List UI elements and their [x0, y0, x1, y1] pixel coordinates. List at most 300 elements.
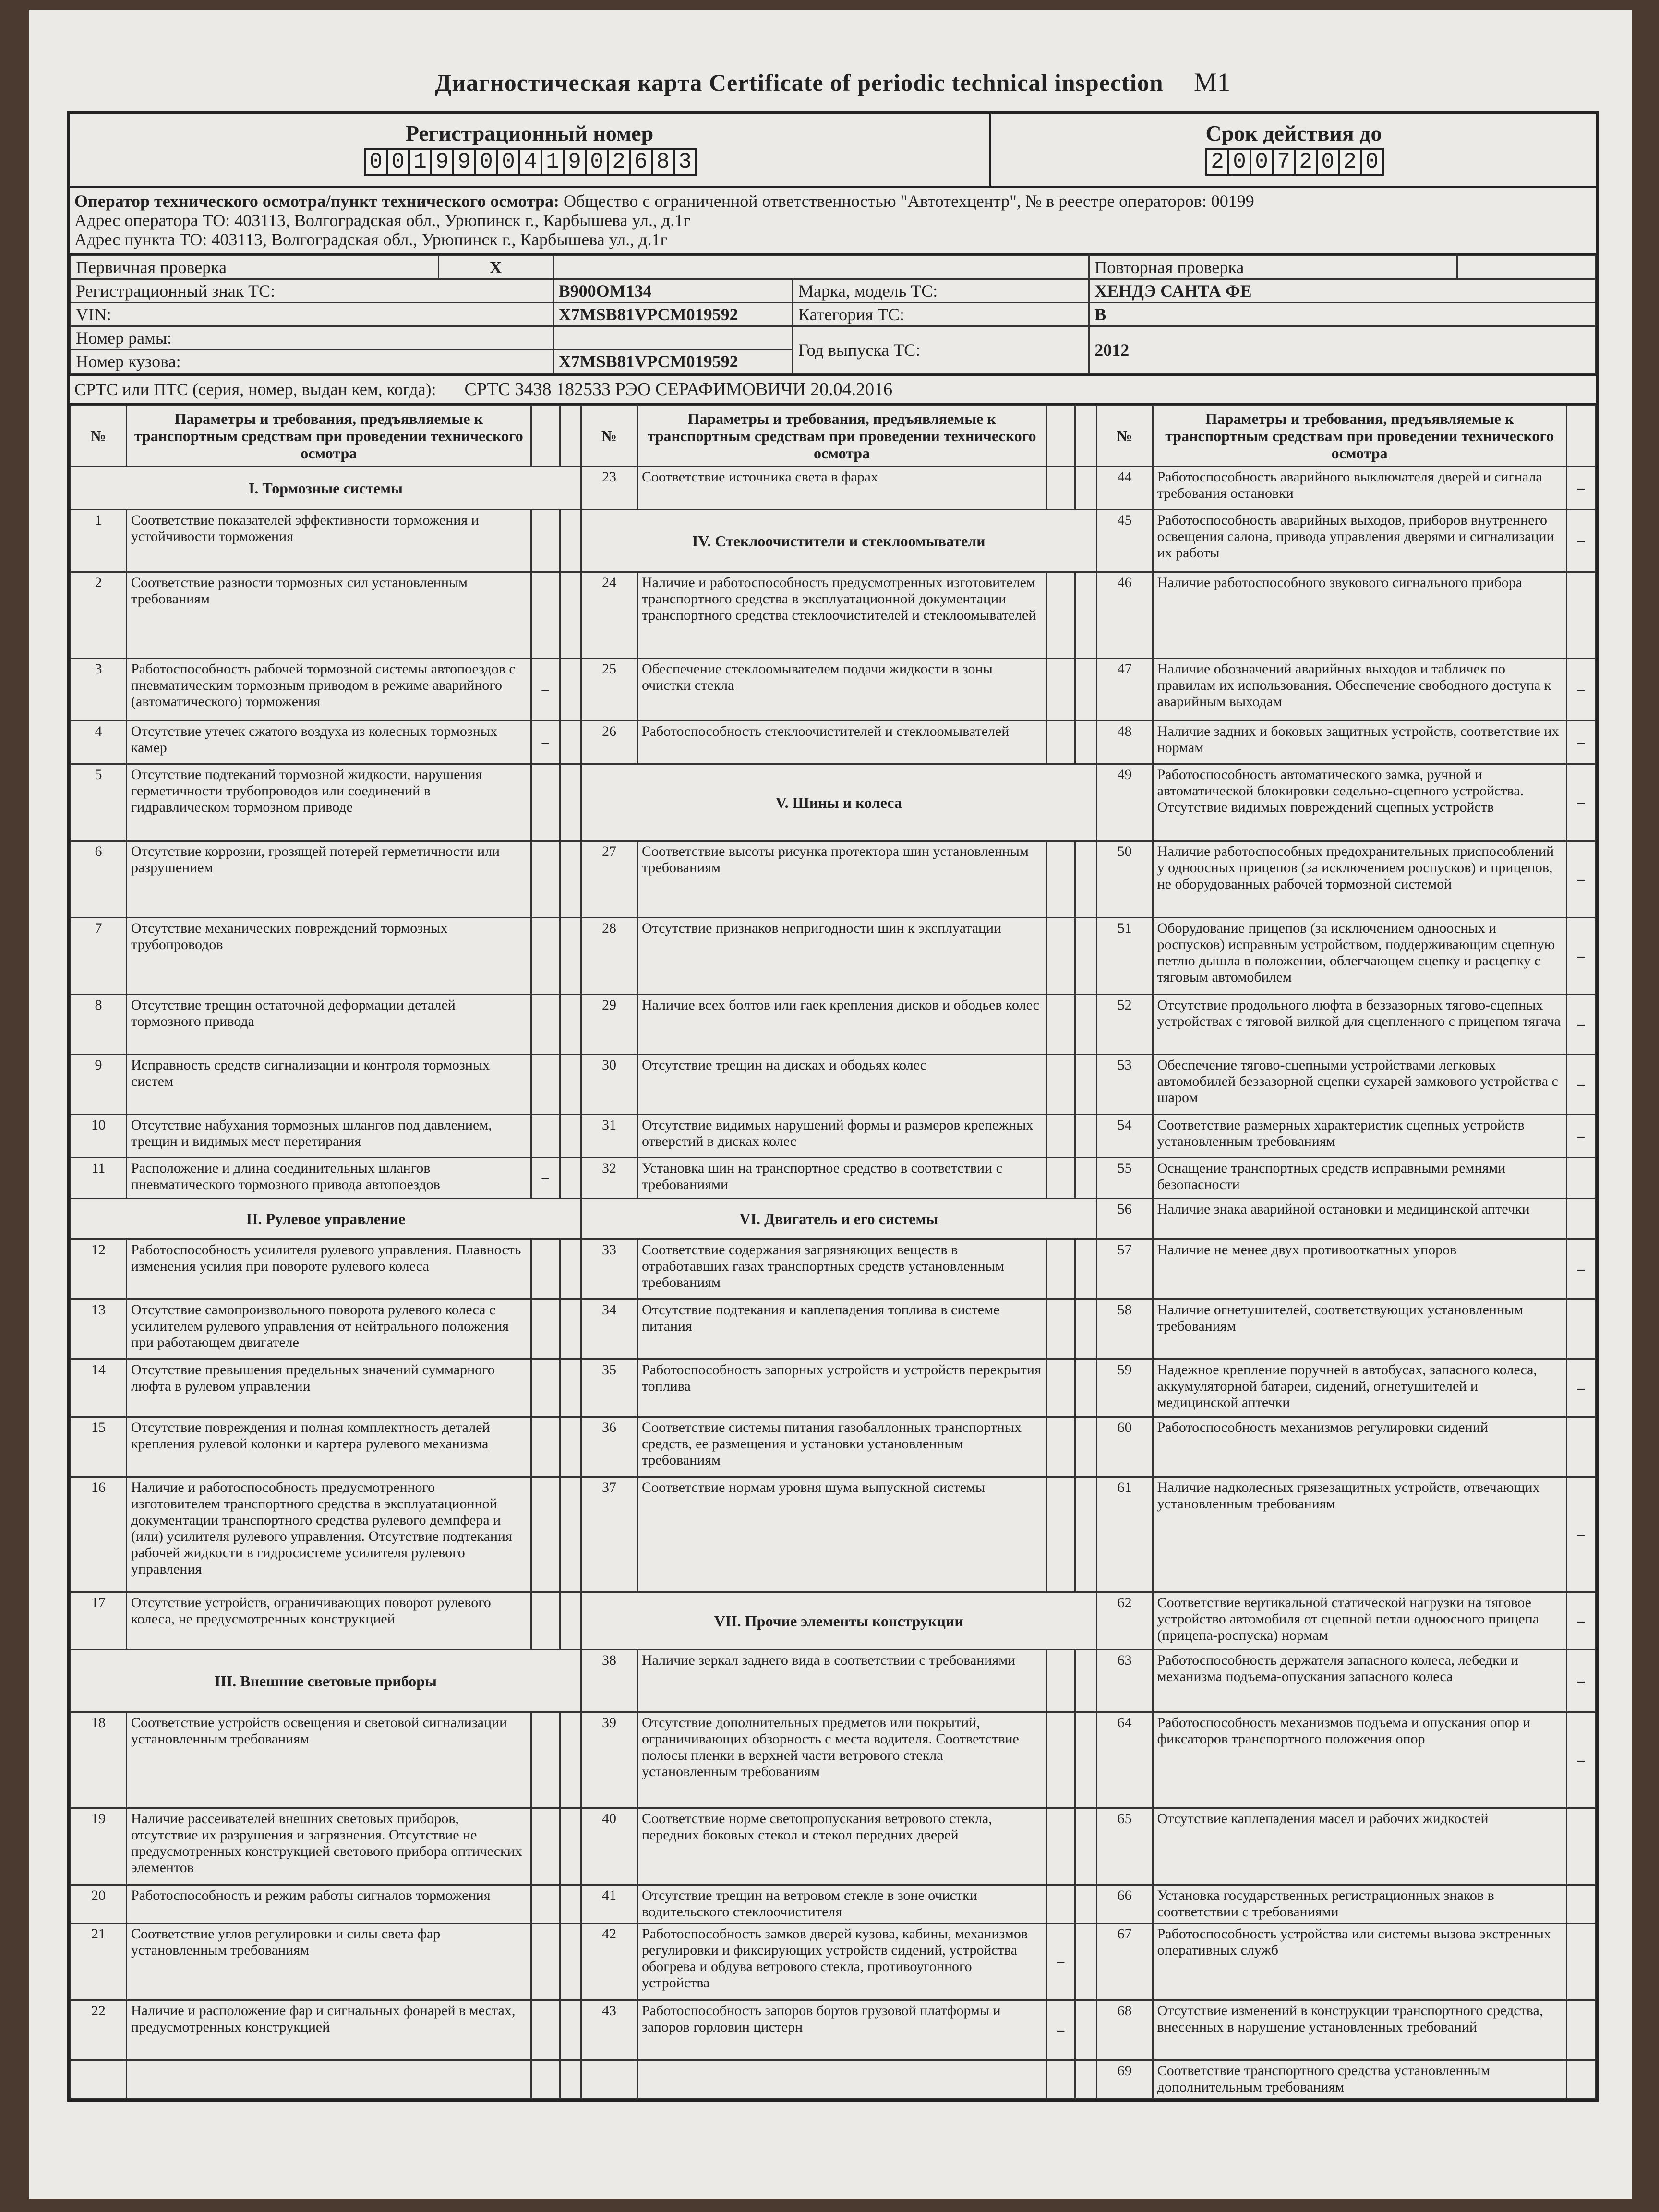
item-mark2	[560, 721, 581, 764]
item-text: Соответствие показателей эффективности торможения и устойчивости торможения	[126, 510, 531, 572]
point-address: 403113, Волгоградская обл., Урюпинск г., Карбышева ул., д.1г	[211, 230, 668, 249]
validity-digit: 0	[1227, 148, 1251, 176]
item-mark	[1566, 572, 1595, 659]
item-text: Наличие надколесных грязезащитных устройств, отвечающих установленным требованиям	[1153, 1477, 1566, 1592]
table-row	[71, 1158, 1596, 1199]
item-mark: –	[1566, 1477, 1595, 1592]
item-text: Отсутствие признаков непригодности шин к эксплуатации	[637, 918, 1046, 995]
table-row	[71, 1417, 1596, 1477]
reg-digit: 0	[364, 148, 388, 176]
item-text: Работоспособность запоров бортов грузовой платформы и запоров горловин цистерн	[637, 2000, 1046, 2060]
item-text: Наличие огнетушителей, соответствующих установленным требованиям	[1153, 1299, 1566, 1359]
item-mark: –	[1566, 764, 1595, 841]
item-text: Работоспособность аварийного выключателя дверей и сигнала требования остановки	[1153, 467, 1566, 510]
item-mark	[531, 1115, 560, 1158]
item-number: 67	[1096, 1923, 1153, 2000]
table-row	[71, 1712, 1596, 1808]
item-number: 64	[1096, 1712, 1153, 1808]
item-number: 65	[1096, 1808, 1153, 1885]
reg-digit: 1	[541, 148, 565, 176]
item-mark: –	[1566, 659, 1595, 721]
table-row	[71, 995, 1596, 1055]
item-number: 54	[1096, 1115, 1153, 1158]
section-heading: VI. Двигатель и его системы	[581, 1199, 1096, 1239]
item-number: 19	[71, 1808, 127, 1885]
item-number: 61	[1096, 1477, 1153, 1592]
reg-digit: 3	[673, 148, 697, 176]
item-mark	[531, 1923, 560, 2000]
item-number: 16	[71, 1477, 127, 1592]
item-text: Соответствие источника света в фарах	[637, 467, 1046, 510]
item-text: Отсутствие набухания тормозных шлангов под давлением, трещин и видимых мест перетирания	[126, 1115, 531, 1158]
table-header-row	[71, 406, 1596, 467]
table-row	[71, 1115, 1596, 1158]
item-text: Работоспособность аварийных выходов, приборов внутреннего освещения салона, привода управления дверями и сигнализации их работы	[1153, 510, 1566, 572]
primary-check-mark: X	[438, 256, 553, 279]
item-number: 57	[1096, 1239, 1153, 1299]
item-text: Отсутствие подтеканий тормозной жидкости, нарушения герметичности трубопроводов или соединений в гидравлическом тормозном приводе	[126, 764, 531, 841]
item-number: 14	[71, 1359, 127, 1417]
item-number: 36	[581, 1417, 637, 1477]
reg-digit: 4	[518, 148, 542, 176]
item-mark2	[560, 659, 581, 721]
item-mark	[1046, 1299, 1075, 1359]
item-number: 41	[581, 1885, 637, 1923]
item-number: 9	[71, 1055, 127, 1115]
validity-digit: 2	[1338, 148, 1362, 176]
item-mark: –	[1566, 1115, 1595, 1158]
item-mark2	[560, 1477, 581, 1592]
item-mark	[531, 1055, 560, 1115]
item-mark: –	[1566, 1712, 1595, 1808]
item-mark2	[560, 1158, 581, 1199]
col-mark2-header	[560, 406, 581, 467]
item-number: 35	[581, 1359, 637, 1417]
table-row	[71, 1055, 1596, 1115]
item-number: 63	[1096, 1650, 1153, 1712]
item-number: 58	[1096, 1299, 1153, 1359]
item-mark	[1046, 995, 1075, 1055]
empty-cell	[637, 2060, 1046, 2099]
reg-digit: 9	[452, 148, 476, 176]
item-mark	[531, 764, 560, 841]
item-text: Наличие всех болтов или гаек крепления дисков и ободьев колес	[637, 995, 1046, 1055]
empty-cell	[1046, 2060, 1075, 2099]
item-text: Установка государственных регистрационных знаков в соответствии с требованиями	[1153, 1885, 1566, 1923]
item-mark	[1046, 1808, 1075, 1885]
item-mark: –	[1566, 918, 1595, 995]
col-num-header: №	[71, 406, 127, 467]
item-mark2	[560, 1239, 581, 1299]
registration-row	[70, 114, 1596, 188]
inspection-sheet	[29, 10, 1632, 2199]
validity-digits	[1205, 148, 1382, 176]
item-mark: –	[1046, 1923, 1075, 2000]
item-number: 3	[71, 659, 127, 721]
table-row	[71, 1359, 1596, 1417]
col-param-header: Параметры и требования, предъявляемые к транспортным средствам при проведении технического осмотра	[1153, 406, 1566, 467]
item-mark	[1046, 1158, 1075, 1199]
item-mark2	[1075, 1712, 1096, 1808]
item-text: Исправность средств сигнализации и контроля тормозных систем	[126, 1055, 531, 1115]
table-row	[71, 1299, 1596, 1359]
section-heading: IV. Стеклоочистители и стеклоомыватели	[581, 510, 1096, 572]
item-mark: –	[1566, 1359, 1595, 1417]
category-label: Категория ТС:	[793, 303, 1089, 326]
item-mark: –	[1566, 1650, 1595, 1712]
item-text: Расположение и длина соединительных шлангов пневматического тормозного привода автопоездов	[126, 1158, 531, 1199]
empty-cell	[560, 2060, 581, 2099]
item-mark	[531, 1239, 560, 1299]
item-mark	[531, 2000, 560, 2060]
item-mark2	[560, 1712, 581, 1808]
table-row	[71, 1239, 1596, 1299]
item-mark	[1046, 841, 1075, 918]
operator-block	[70, 188, 1596, 255]
certificate-frame	[67, 111, 1599, 2102]
validity-label: Срок действия до	[1205, 121, 1382, 145]
item-text: Соответствие разности тормозных сил установленным требованиям	[126, 572, 531, 659]
operator-address-label: Адрес оператора ТО:	[74, 211, 230, 230]
item-number: 5	[71, 764, 127, 841]
operator-line	[74, 192, 1591, 211]
item-mark: –	[1566, 841, 1595, 918]
item-number: 51	[1096, 918, 1153, 995]
item-text: Наличие знака аварийной остановки и медицинской аптечки	[1153, 1199, 1566, 1239]
section-heading: VII. Прочие элементы конструкции	[581, 1592, 1096, 1650]
table-row	[71, 1477, 1596, 1592]
item-number: 68	[1096, 2000, 1153, 2060]
validity-digit: 0	[1316, 148, 1340, 176]
category-value: B	[1089, 303, 1596, 326]
item-mark2	[1075, 1055, 1096, 1115]
reg-digit: 2	[607, 148, 631, 176]
col-mark-header	[531, 406, 560, 467]
item-number: 7	[71, 918, 127, 995]
item-number: 15	[71, 1417, 127, 1477]
item-number: 6	[71, 841, 127, 918]
item-mark2	[560, 1885, 581, 1923]
item-number: 37	[581, 1477, 637, 1592]
item-mark2	[560, 1055, 581, 1115]
item-text: Наличие и расположение фар и сигнальных фонарей в местах, предусмотренных конструкцией	[126, 2000, 531, 2060]
item-number: 43	[581, 2000, 637, 2060]
item-mark	[1566, 1885, 1595, 1923]
item-number: 52	[1096, 995, 1153, 1055]
item-text: Соответствие системы питания газобаллонных транспортных средств, ее размещения и установки установленным требованиям	[637, 1417, 1046, 1477]
table-row	[71, 510, 1596, 572]
item-number: 27	[581, 841, 637, 918]
item-text: Наличие не менее двух противооткатных упоров	[1153, 1239, 1566, 1299]
repeat-check-mark	[1457, 256, 1595, 279]
item-number: 23	[581, 467, 637, 510]
item-number: 25	[581, 659, 637, 721]
operator-address-line	[74, 211, 1591, 230]
table-row	[71, 2000, 1596, 2060]
ptc-label: СРТС или ПТС (серия, номер, выдан кем, когда):	[74, 380, 436, 399]
item-mark	[1046, 1417, 1075, 1477]
plate-label: Регистрационный знак ТС:	[71, 279, 553, 303]
section-heading: V. Шины и колеса	[581, 764, 1096, 841]
reg-digit: 6	[629, 148, 653, 176]
item-mark2	[1075, 659, 1096, 721]
item-mark	[1566, 1158, 1595, 1199]
item-mark: –	[1566, 467, 1595, 510]
point-address-label: Адрес пункта ТО:	[74, 230, 207, 249]
item-mark2	[560, 2000, 581, 2060]
item-mark2	[1075, 1115, 1096, 1158]
item-text: Установка шин на транспортное средство в соответствии с требованиями	[637, 1158, 1046, 1199]
item-text: Отсутствие продольного люфта в беззазорных тягово-сцепных устройствах с тяговой вилкой для сцепленного с прицепом тягача	[1153, 995, 1566, 1055]
empty-cell	[126, 2060, 531, 2099]
item-mark	[531, 1359, 560, 1417]
item-number: 46	[1096, 572, 1153, 659]
item-text: Оборудование прицепов (за исключением одноосных и роспусков) исправным устройством, поддерживающим сцепную петлю дышла в положении, облегчающем сцепку и расцепку с тяговым автомобилем	[1153, 918, 1566, 995]
item-mark2	[1075, 1417, 1096, 1477]
item-text: Работоспособность механизмов регулировки сидений	[1153, 1417, 1566, 1477]
item-text: Отсутствие коррозии, грозящей потерей герметичности или разрушением	[126, 841, 531, 918]
item-mark2	[560, 510, 581, 572]
item-text: Соответствие углов регулировки и силы света фар установленным требованиям	[126, 1923, 531, 2000]
item-text: Отсутствие подтекания и каплепадения топлива в системе питания	[637, 1299, 1046, 1359]
item-number: 12	[71, 1239, 127, 1299]
table-row	[71, 1199, 1596, 1239]
item-text: Отсутствие механических повреждений тормозных трубопроводов	[126, 918, 531, 995]
item-number: 4	[71, 721, 127, 764]
col-mark-header	[1566, 406, 1595, 467]
point-address-line	[74, 230, 1591, 249]
item-mark	[1566, 1417, 1595, 1477]
item-text: Работоспособность усилителя рулевого управления. Плавность изменения усилия при повороте рулевого колеса	[126, 1239, 531, 1299]
item-text: Наличие работоспособных предохранительных приспособлений у одноосных прицепов (за исключением роспусков) и прицепов, не оборудованных рабочей тормозной системой	[1153, 841, 1566, 918]
item-text: Соответствие размерных характеристик сцепных устройств установленным требованиям	[1153, 1115, 1566, 1158]
item-text: Работоспособность механизмов подъема и опускания опор и фиксаторов транспортного положения опор	[1153, 1712, 1566, 1808]
document-title	[67, 67, 1599, 97]
item-number: 1	[71, 510, 127, 572]
item-text: Отсутствие видимых нарушений формы и размеров крепежных отверстий в дисках колес	[637, 1115, 1046, 1158]
item-text: Работоспособность рабочей тормозной системы автопоездов с пневматическим тормозным приводом в режиме аварийного (автоматического) торможения	[126, 659, 531, 721]
item-number: 42	[581, 1923, 637, 2000]
item-mark	[1566, 1199, 1595, 1239]
item-mark	[1046, 1359, 1075, 1417]
item-mark: –	[1566, 1239, 1595, 1299]
item-text: Работоспособность стеклоочистителей и стеклоомывателей	[637, 721, 1046, 764]
item-mark	[531, 1477, 560, 1592]
item-mark	[1046, 572, 1075, 659]
inspection-items-table	[70, 405, 1596, 2099]
reg-digit: 8	[651, 148, 675, 176]
item-mark2	[1075, 1808, 1096, 1885]
vehicle-info-table	[70, 255, 1596, 374]
item-mark2	[1075, 1158, 1096, 1199]
item-text: Работоспособность держателя запасного колеса, лебедки и механизма подъема-опускания запасного колеса	[1153, 1650, 1566, 1712]
item-text: Работоспособность автоматического замка, ручной и автоматической блокировки седельно-сцепного устройства. Отсутствие видимых повреждений сцепных устройств	[1153, 764, 1566, 841]
item-mark2	[560, 764, 581, 841]
item-number: 50	[1096, 841, 1153, 918]
year-value: 2012	[1089, 326, 1596, 373]
item-number: 62	[1096, 1592, 1153, 1650]
item-number: 18	[71, 1712, 127, 1808]
item-text: Отсутствие самопроизвольного поворота рулевого колеса с усилителем рулевого управления от нейтрального положения при работающем двигателе	[126, 1299, 531, 1359]
reg-digit: 1	[408, 148, 432, 176]
item-text: Соответствие норме светопропускания ветрового стекла, передних боковых стекол и стекол передних дверей	[637, 1808, 1046, 1885]
item-mark2	[1075, 1239, 1096, 1299]
item-mark2	[1075, 1923, 1096, 2000]
item-mark2	[1075, 995, 1096, 1055]
reg-digit: 0	[496, 148, 520, 176]
item-mark	[1046, 1477, 1075, 1592]
item-number: 11	[71, 1158, 127, 1199]
item-number: 20	[71, 1885, 127, 1923]
frame-label: Номер рамы:	[71, 326, 553, 350]
item-mark2	[560, 841, 581, 918]
item-mark2	[560, 995, 581, 1055]
item-number: 28	[581, 918, 637, 995]
item-mark	[1046, 1885, 1075, 1923]
item-mark	[531, 572, 560, 659]
item-number: 33	[581, 1239, 637, 1299]
year-label: Год выпуска ТС:	[793, 326, 1089, 373]
item-text: Отсутствие трещин на дисках и ободьях колес	[637, 1055, 1046, 1115]
plate-row	[71, 279, 1596, 303]
item-mark	[531, 995, 560, 1055]
section-heading: III. Внешние световые приборы	[71, 1650, 581, 1712]
section-heading: II. Рулевое управление	[71, 1199, 581, 1239]
item-number: 22	[71, 2000, 127, 2060]
item-mark: –	[1566, 721, 1595, 764]
table-row	[71, 841, 1596, 918]
item-number: 40	[581, 1808, 637, 1885]
frame-value	[553, 326, 793, 350]
item-text: Отсутствие утечек сжатого воздуха из колесных тормозных камер	[126, 721, 531, 764]
vin-row	[71, 303, 1596, 326]
item-mark2	[1075, 1359, 1096, 1417]
item-mark	[531, 1592, 560, 1650]
make-value: ХЕНДЭ САНТА ФЕ	[1089, 279, 1596, 303]
item-text: Наличие и работоспособность предусмотренного изготовителем транспортного средства в эксплуатационной документации транспортного средства рулевого демпфера и (или) усилителя рулевого управления. Отсутствие подтекания рабочей жидкости в гидросистеме усилителя рулевого управления	[126, 1477, 531, 1592]
item-number: 30	[581, 1055, 637, 1115]
item-text: Отсутствие устройств, ограничивающих поворот рулевого колеса, не предусмотренных конструкцией	[126, 1592, 531, 1650]
registration-number-block	[70, 114, 991, 186]
table-row	[71, 764, 1596, 841]
item-mark	[531, 1417, 560, 1477]
item-mark	[531, 1712, 560, 1808]
item-mark2	[560, 1115, 581, 1158]
item-mark: –	[531, 721, 560, 764]
item-mark2	[560, 1592, 581, 1650]
item-text: Соответствие вертикальной статической нагрузки на тяговое устройство автомобиля от сцепной петли одноосного прицепа (прицепа-роспуска) нормам	[1153, 1592, 1566, 1650]
item-mark2	[1075, 1299, 1096, 1359]
item-text: Наличие и работоспособность предусмотренных изготовителем транспортного средства в эксплуатационной документации транспортного средства стеклоочистителей и стеклоомывателей	[637, 572, 1046, 659]
item-mark	[531, 1885, 560, 1923]
item-number: 44	[1096, 467, 1153, 510]
item-mark	[531, 510, 560, 572]
frame-row	[71, 326, 1596, 350]
col-num-header: №	[1096, 406, 1153, 467]
item-mark2	[1075, 918, 1096, 995]
table-row	[71, 918, 1596, 995]
item-text: Обеспечение стеклоомывателем подачи жидкости в зоны очистки стекла	[637, 659, 1046, 721]
reg-digit: 0	[585, 148, 609, 176]
item-text: Работоспособность замков дверей кузова, кабины, механизмов регулировки и фиксирующих устройств сидений, устройства обогрева и обдува ветрового стекла, противоугонного устройства	[637, 1923, 1046, 2000]
item-mark	[531, 1808, 560, 1885]
item-text: Отсутствие повреждения и полная комплектность деталей крепления рулевой колонки и картера рулевого механизма	[126, 1417, 531, 1477]
table-row	[71, 1923, 1596, 2000]
item-mark	[1046, 1115, 1075, 1158]
form-code: М1	[1194, 68, 1231, 96]
item-mark: –	[531, 659, 560, 721]
validity-digit: 0	[1250, 148, 1274, 176]
item-mark2	[1075, 1650, 1096, 1712]
operator-value: Общество с ограниченной ответственностью "Автотехцентр", № в реестре операторов: 00199	[564, 192, 1254, 211]
table-row	[71, 659, 1596, 721]
reg-digit: 9	[563, 148, 587, 176]
item-mark2	[560, 572, 581, 659]
item-mark2	[560, 1808, 581, 1885]
item-number: 32	[581, 1158, 637, 1199]
section-heading: I. Тормозные системы	[71, 467, 581, 510]
item-mark: –	[1046, 2000, 1075, 2060]
item-mark2	[560, 918, 581, 995]
col-num-header: №	[581, 406, 637, 467]
item-mark	[531, 1299, 560, 1359]
item-text: Соответствие транспортного средства установленным дополнительным требованиям	[1153, 2060, 1566, 2099]
item-number: 45	[1096, 510, 1153, 572]
item-text: Соответствие устройств освещения и световой сигнализации установленным требованиям	[126, 1712, 531, 1808]
item-mark	[531, 841, 560, 918]
item-text: Отсутствие трещин на ветровом стекле в зоне очистки водительского стеклоочистителя	[637, 1885, 1046, 1923]
item-text: Отсутствие каплепадения масел и рабочих жидкостей	[1153, 1808, 1566, 1885]
item-number: 2	[71, 572, 127, 659]
item-text: Соответствие содержания загрязняющих веществ в отработавших газах транспортных средств установленным требованиям	[637, 1239, 1046, 1299]
item-mark	[1566, 1923, 1595, 2000]
item-mark2	[1075, 2000, 1096, 2060]
item-number: 66	[1096, 1885, 1153, 1923]
item-text: Наличие работоспособного звукового сигнального прибора	[1153, 572, 1566, 659]
item-number: 53	[1096, 1055, 1153, 1115]
empty-cell	[71, 2060, 127, 2099]
body-label: Номер кузова:	[71, 350, 553, 373]
item-text: Наличие обозначений аварийных выходов и табличек по правилам их использования. Обеспечение свободного доступа к аварийным выходам	[1153, 659, 1566, 721]
item-number: 29	[581, 995, 637, 1055]
ptc-row	[70, 374, 1596, 405]
item-number: 69	[1096, 2060, 1153, 2099]
item-mark2	[1075, 721, 1096, 764]
validity-block	[991, 114, 1596, 186]
item-mark	[1046, 659, 1075, 721]
item-mark	[531, 918, 560, 995]
table-row	[71, 1885, 1596, 1923]
item-text: Оснащение транспортных средств исправными ремнями безопасности	[1153, 1158, 1566, 1199]
item-text: Отсутствие трещин остаточной деформации деталей тормозного привода	[126, 995, 531, 1055]
item-mark2	[1075, 467, 1096, 510]
empty-cell	[531, 2060, 560, 2099]
table-row	[71, 1808, 1596, 1885]
table-row	[71, 2060, 1596, 2099]
validity-digit: 2	[1205, 148, 1229, 176]
table-row	[71, 1592, 1596, 1650]
item-text: Работоспособность и режим работы сигналов торможения	[126, 1885, 531, 1923]
reg-digit: 0	[386, 148, 410, 176]
reg-digit: 0	[474, 148, 498, 176]
item-mark2	[560, 1923, 581, 2000]
item-number: 48	[1096, 721, 1153, 764]
table-row	[71, 467, 1596, 510]
item-text: Наличие задних и боковых защитных устройств, соответствие их нормам	[1153, 721, 1566, 764]
item-number: 21	[71, 1923, 127, 2000]
item-mark	[1566, 2000, 1595, 2060]
item-text: Отсутствие изменений в конструкции транспортного средства, внесенных в нарушение установленных требований	[1153, 2000, 1566, 2060]
